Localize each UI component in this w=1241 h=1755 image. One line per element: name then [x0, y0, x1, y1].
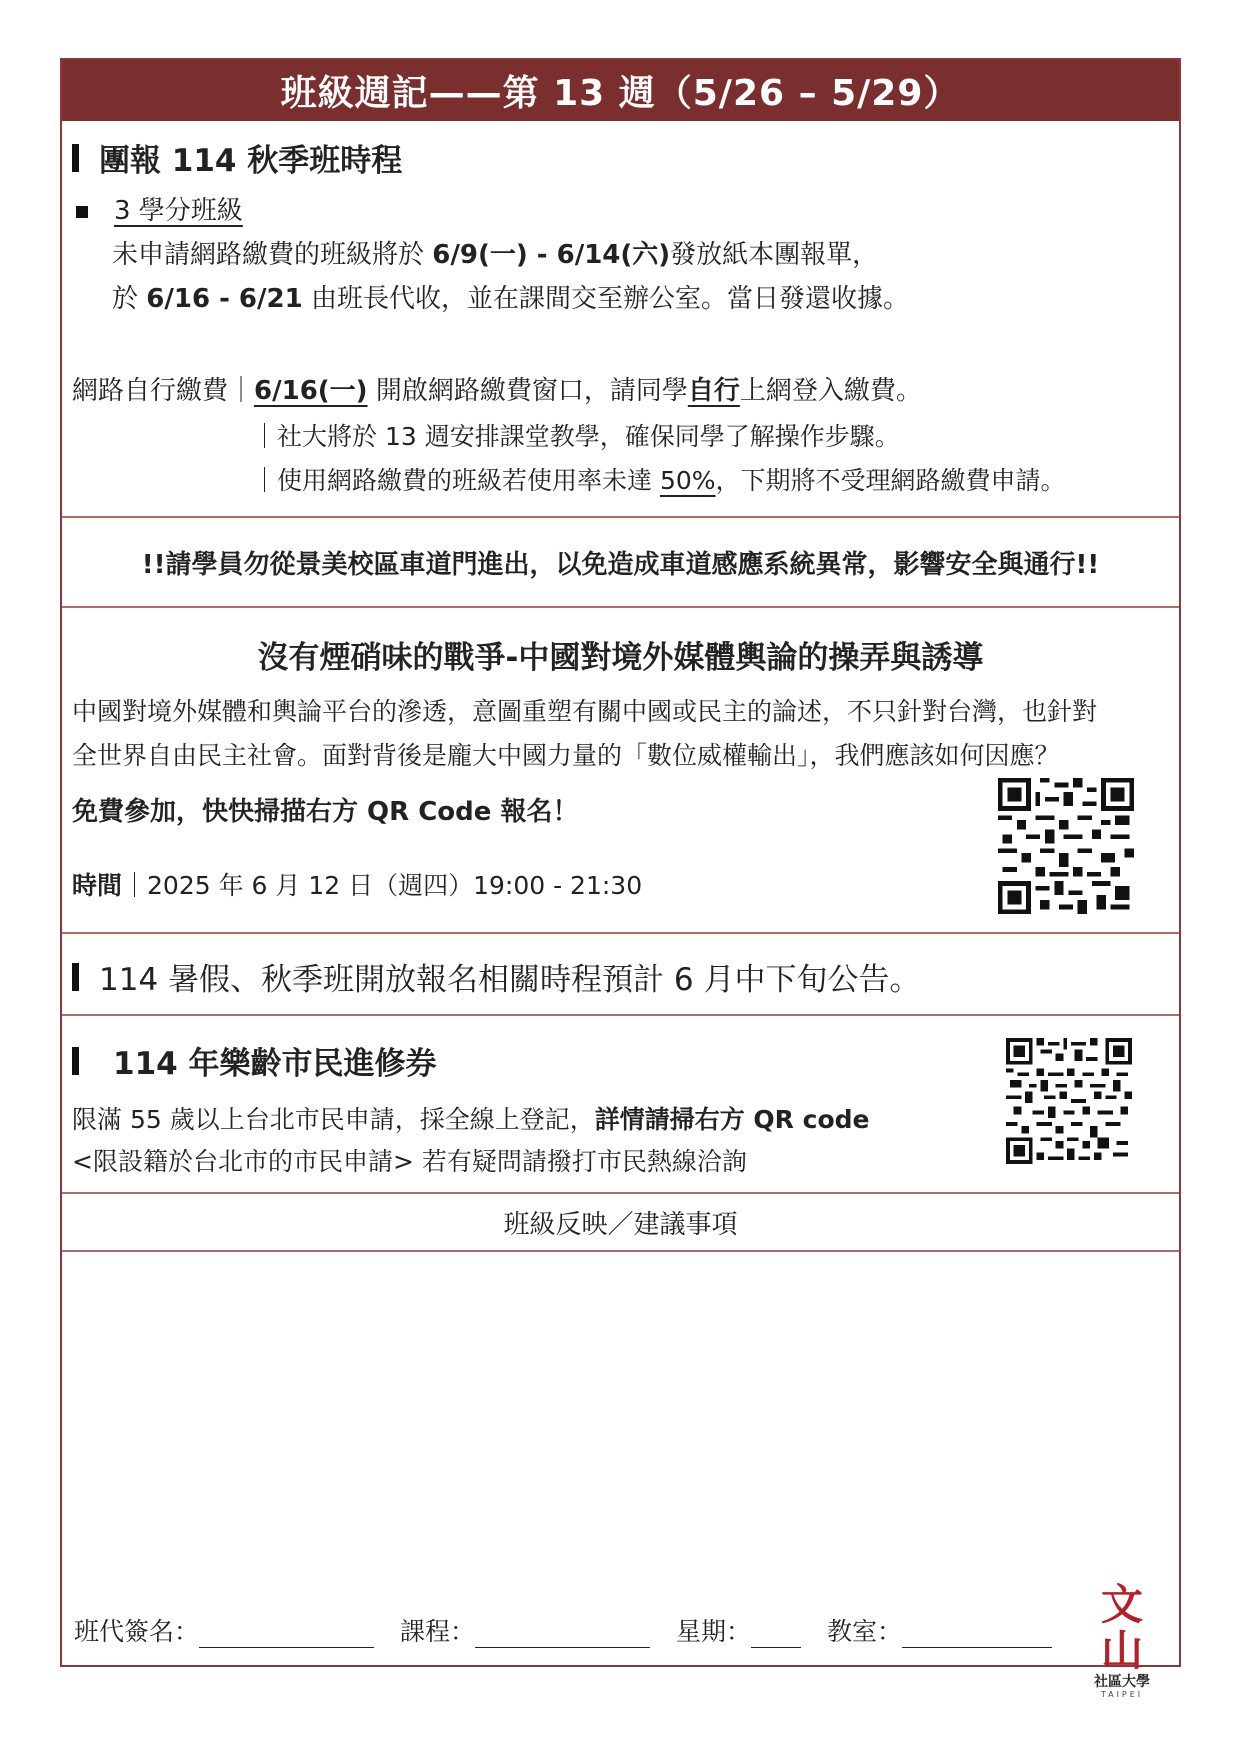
bar-icon: [72, 963, 79, 991]
feedback-header: [62, 1194, 1179, 1252]
date-range: 6/9(一) - 6/14(六): [432, 240, 671, 270]
text: ，下期將不受理網路繳費申請。: [715, 466, 1066, 495]
emphasis: 自行: [687, 376, 740, 406]
date-range: 6/16 - 6/21: [146, 284, 303, 314]
room-field[interactable]: [902, 1620, 1052, 1648]
notice-text: 114 暑假、秋季班開放報名相關時程預計 6 月中下旬公告。: [99, 962, 921, 998]
warning-section: [62, 518, 1179, 608]
group-registration-section: [62, 121, 1179, 518]
logo-mark: 文山: [1100, 1580, 1143, 1675]
credit-class-item: [76, 189, 243, 233]
room-label: 教室：: [827, 1617, 903, 1646]
emphasis: 詳情請掃右方 QR code: [594, 1105, 870, 1134]
voucher-note: <限設籍於台北市的市民申請> 若有疑問請撥打市民熱線洽詢: [72, 1147, 747, 1176]
online-payment-label: 網路自行繳費｜: [72, 376, 255, 406]
section-title: 團報 114 秋季班時程: [99, 143, 403, 179]
day-label: 星期：: [676, 1617, 752, 1646]
course-label: 課程：: [400, 1617, 476, 1646]
event-section: [62, 608, 1179, 934]
text: 於: [112, 284, 147, 314]
school-logo: [1082, 1580, 1162, 1699]
bar-icon: [72, 1047, 79, 1075]
paper-form-line: [112, 233, 878, 277]
text: 發放紙本團報單，: [670, 240, 879, 270]
day-field[interactable]: [751, 1620, 801, 1648]
rep-signature-label: 班代簽名：: [74, 1617, 200, 1646]
text: 限滿 55 歲以上台北市民申請，採全線上登記，: [72, 1105, 595, 1134]
text: 上網登入繳費。: [739, 376, 922, 406]
summer-fall-notice: [72, 954, 920, 999]
weekly-journal-form: [60, 58, 1181, 1699]
bar-icon: [72, 144, 79, 172]
warning-text: !!請學員勿從景美校區車道門進出，以免造成車道感應系統異常，影響安全與通行!!: [141, 549, 1100, 580]
logo-name: 社區大學: [1094, 1674, 1150, 1690]
note-usage-rate: [252, 459, 1066, 503]
note-teaching: ｜社大將於 13 週安排課堂教學，確保同學了解操作步驟。: [252, 422, 900, 451]
event-title: 沒有煙硝味的戰爭-中國對境外媒體輿論的操弄與誘導: [257, 640, 984, 676]
senior-voucher-section: [62, 1016, 1179, 1194]
logo-english: TAIPEI: [1100, 1690, 1144, 1699]
event-cta: 免費參加，快快掃描右方 QR Code 報名！: [72, 797, 579, 827]
feedback-area[interactable]: [62, 1252, 1179, 1592]
text: 開啟網路繳費窗口，請同學: [367, 376, 688, 406]
feedback-title: 班級反映／建議事項: [503, 1209, 738, 1240]
summer-fall-notice-section: [62, 934, 1179, 1016]
credit-class-label: 3 學分班級: [114, 196, 243, 226]
senior-voucher-heading: [72, 1038, 437, 1083]
event-time: [72, 864, 642, 908]
event-description-line1: 中國對境外媒體和輿論平台的滲透，意圖重塑有關中國或民主的論述，不只針對台灣，也針對: [72, 697, 1098, 726]
event-qr-code-icon[interactable]: [998, 778, 1134, 914]
time-value: ｜2025 年 6 月 12 日（週四）19:00 - 21:30: [122, 871, 643, 900]
voucher-qr-code-icon[interactable]: [1006, 1038, 1132, 1164]
time-label: 時間: [72, 871, 123, 900]
collection-line: [112, 277, 909, 321]
section-title: 114 年樂齡市民進修券: [113, 1046, 437, 1082]
online-payment-date: 6/16(一): [254, 376, 368, 406]
usage-threshold: 50%: [659, 466, 716, 495]
signature-row: [74, 1612, 1078, 1648]
page-title: 班級週記——第 13 週（5/26 – 5/29）: [62, 60, 1179, 121]
course-field[interactable]: [475, 1620, 650, 1648]
voucher-eligibility: [72, 1098, 869, 1142]
text: 未申請網路繳費的班級將於: [112, 240, 433, 270]
event-description-line2: 全世界自由民主社會。面對背後是龐大中國力量的「數位威權輸出」，我們應該如何因應？: [72, 741, 1060, 770]
text: ｜使用網路繳費的班級若使用率未達: [252, 466, 660, 495]
text: 由班長代收，並在課間交至辦公室。當日發還收據。: [302, 284, 909, 314]
square-bullet-icon: [76, 206, 88, 218]
rep-signature-field[interactable]: [199, 1620, 374, 1648]
online-payment-line: [72, 369, 922, 413]
group-registration-heading: [72, 135, 402, 180]
